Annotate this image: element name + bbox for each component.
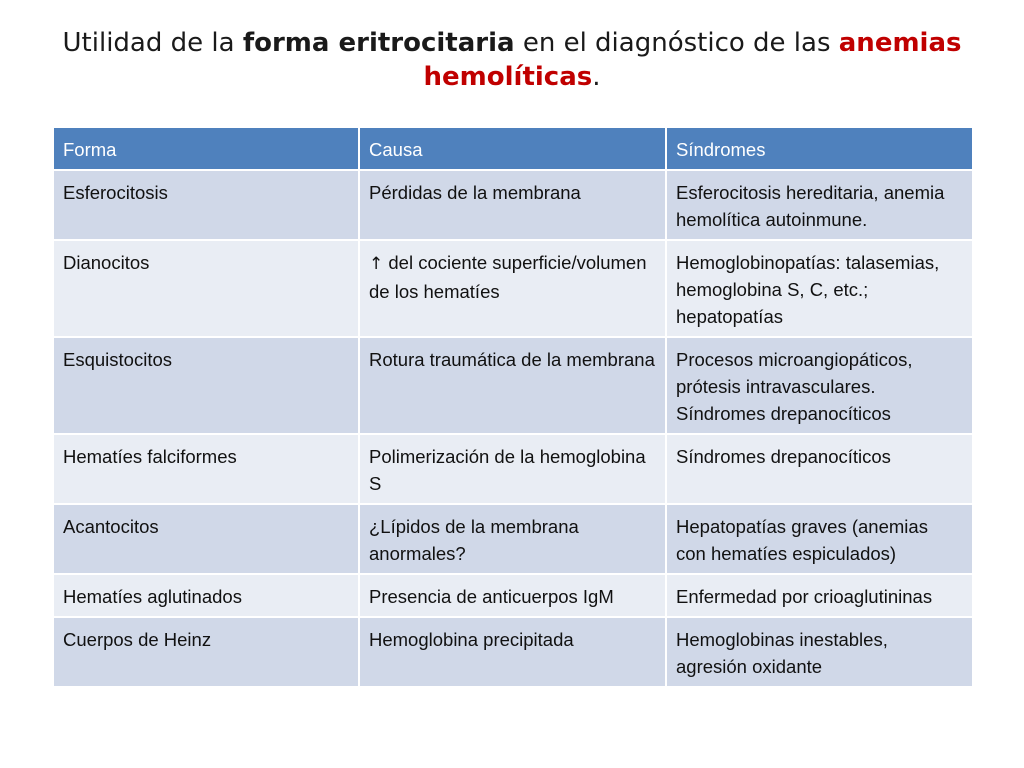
cell-forma: Hematíes falciformes: [53, 434, 359, 504]
anemia-table: [52, 126, 974, 688]
table-row: [53, 617, 973, 687]
slide-title: [40, 26, 984, 94]
cell-sindromes: Enfermedad por crioaglutininas: [666, 574, 973, 617]
cell-forma: Cuerpos de Heinz: [53, 617, 359, 687]
cell-forma: Dianocitos: [53, 240, 359, 337]
title-red-text-1: anemias: [838, 28, 962, 58]
cell-forma: Esferocitosis: [53, 170, 359, 240]
table-row: [53, 337, 973, 434]
table-row: [53, 170, 973, 240]
table-row: [53, 574, 973, 617]
cell-sindromes: Síndromes drepanocíticos: [666, 434, 973, 504]
table-row: [53, 504, 973, 574]
cell-causa: Pérdidas de la membrana: [359, 170, 666, 240]
cell-forma: Hematíes aglutinados: [53, 574, 359, 617]
cell-causa: Presencia de anticuerpos IgM: [359, 574, 666, 617]
table-row: [53, 240, 973, 337]
cell-causa: [359, 240, 666, 337]
table-row: [53, 434, 973, 504]
up-arrow-icon: ↑: [369, 254, 384, 274]
cell-forma: Esquistocitos: [53, 337, 359, 434]
header-sindromes: Síndromes: [666, 127, 973, 170]
header-causa: Causa: [359, 127, 666, 170]
title-text-2: en el diagnóstico de las: [514, 28, 839, 58]
cell-causa-text: del cociente superficie/volumen de los hematíes: [369, 252, 647, 302]
cell-sindromes: Hemoglobinas inestables, agresión oxidante: [666, 617, 973, 687]
cell-sindromes: Hemoglobinopatías: talasemias, hemoglobina S, C, etc.; hepatopatías: [666, 240, 973, 337]
cell-sindromes: Hepatopatías graves (anemias con hematíes espiculados): [666, 504, 973, 574]
cell-causa: Rotura traumática de la membrana: [359, 337, 666, 434]
header-forma: Forma: [53, 127, 359, 170]
cell-sindromes: Esferocitosis hereditaria, anemia hemolítica autoinmune.: [666, 170, 973, 240]
table-header-row: [53, 127, 973, 170]
title-period: .: [592, 62, 601, 92]
cell-causa: Polimerización de la hemoglobina S: [359, 434, 666, 504]
title-red-text-2: hemolíticas: [423, 62, 593, 92]
cell-sindromes: Procesos microangiopáticos, prótesis intravasculares. Síndromes drepanocíticos: [666, 337, 973, 434]
title-text-1: Utilidad de la: [62, 28, 243, 58]
cell-causa: Hemoglobina precipitada: [359, 617, 666, 687]
title-bold-text: forma eritrocitaria: [242, 28, 515, 58]
cell-causa: ¿Lípidos de la membrana anormales?: [359, 504, 666, 574]
cell-forma: Acantocitos: [53, 504, 359, 574]
